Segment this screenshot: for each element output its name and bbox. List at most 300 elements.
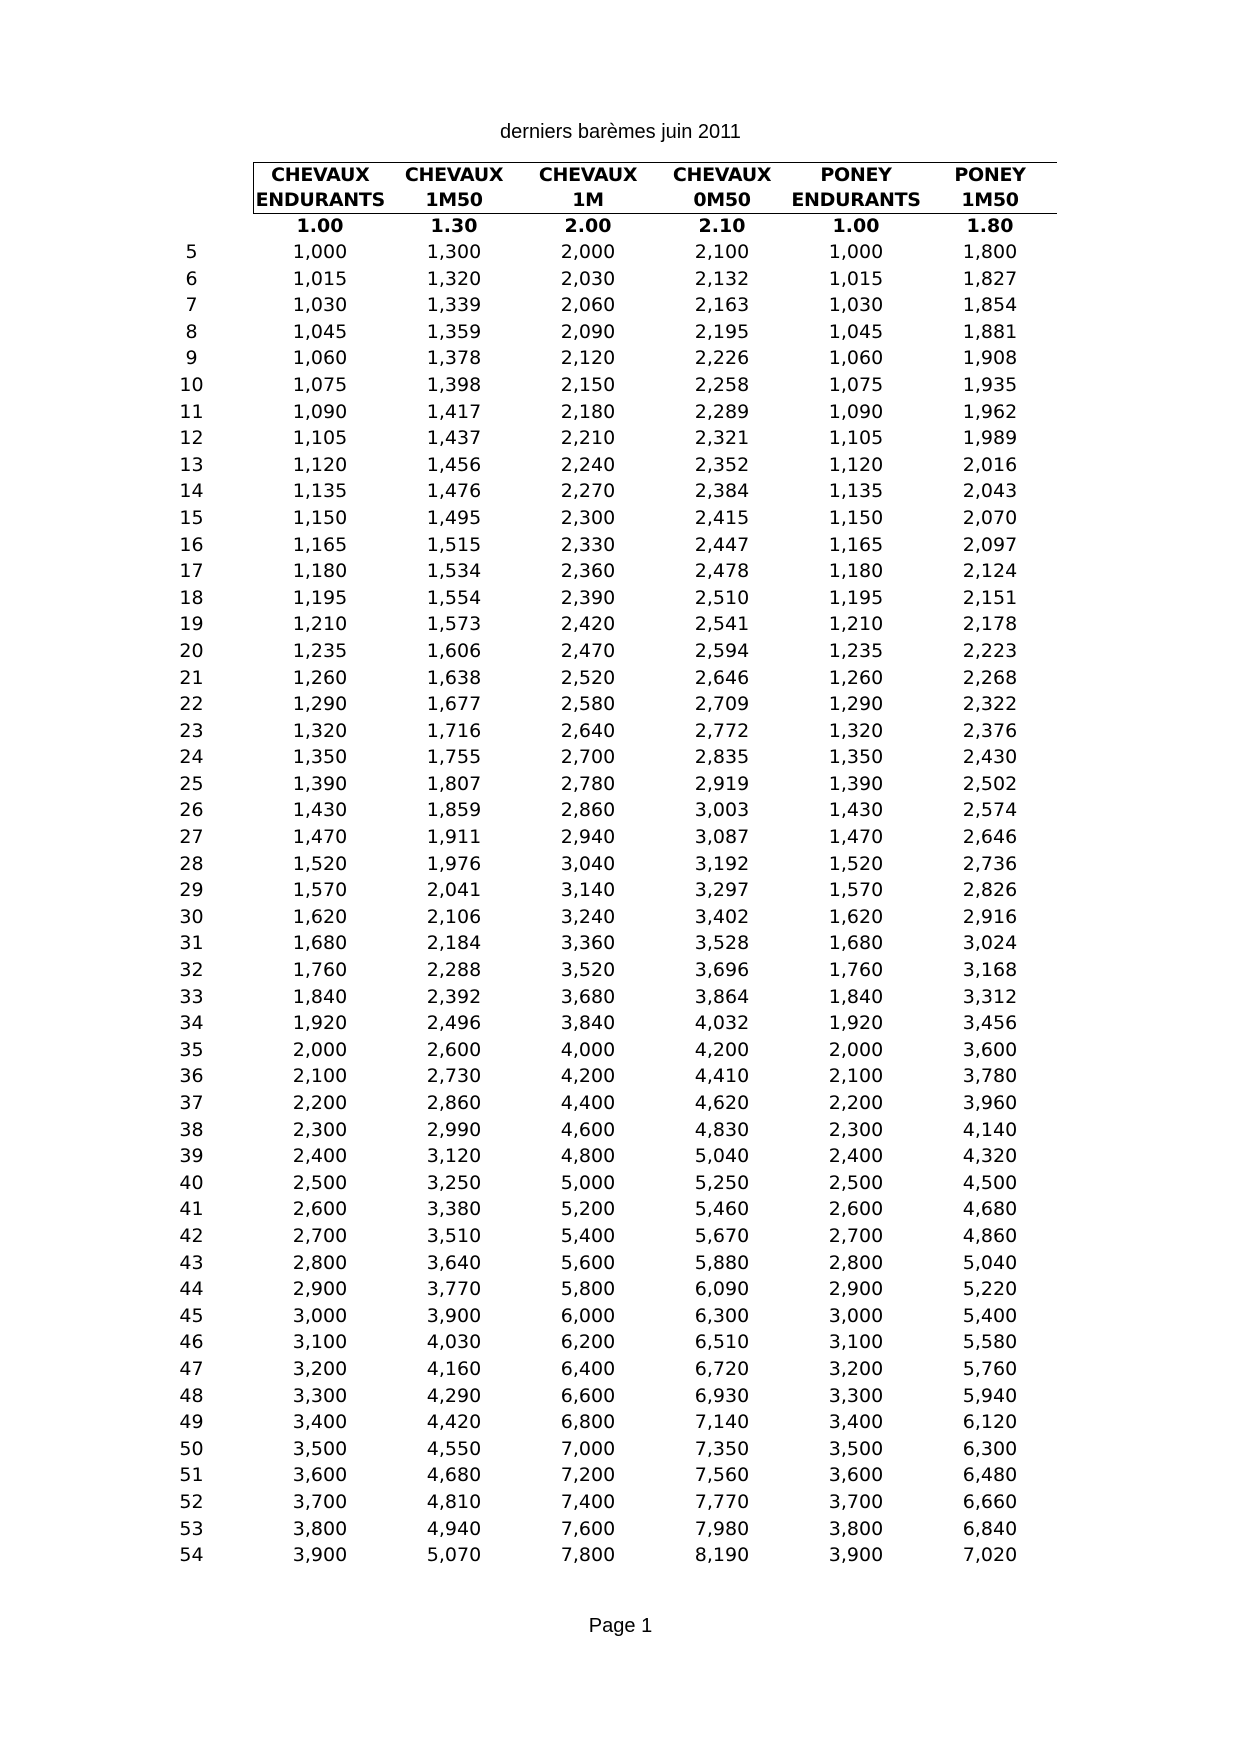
- table-row: [160, 1196, 1057, 1223]
- value-cell: 3,312: [962, 985, 1018, 1008]
- value-cell: 2,430: [962, 746, 1018, 769]
- value-cell: 2,541: [694, 613, 750, 636]
- value-cell: 6,000: [560, 1304, 616, 1327]
- value-cell: 3,192: [694, 852, 750, 875]
- value-cell: 1,881: [962, 320, 1018, 343]
- value-cell: 3,840: [560, 1012, 616, 1035]
- value-cell: 2,300: [292, 1118, 348, 1141]
- value-cell: 2,700: [560, 746, 616, 769]
- table-row: [160, 851, 1057, 878]
- row-number-cell: 37: [179, 1092, 204, 1114]
- value-cell: 2,496: [426, 1012, 482, 1035]
- row-number-cell: 17: [179, 560, 204, 583]
- table-row: [160, 797, 1057, 824]
- value-cell: 2,502: [962, 772, 1018, 795]
- table-row: [160, 319, 1057, 346]
- value-cell: 4,550: [426, 1437, 482, 1460]
- value-cell: 5,000: [560, 1171, 616, 1194]
- value-cell: 3,800: [828, 1517, 884, 1540]
- value-cell: 2,594: [694, 639, 750, 662]
- row-number-cell: 25: [179, 772, 204, 795]
- table-row: [160, 1250, 1057, 1277]
- value-cell: 3,100: [292, 1331, 348, 1354]
- value-cell: 2,289: [694, 400, 750, 423]
- value-cell: 5,580: [962, 1331, 1018, 1354]
- table-row: [160, 665, 1057, 692]
- value-cell: 3,297: [694, 879, 750, 902]
- value-cell: 1,195: [828, 586, 884, 609]
- value-cell: 7,770: [694, 1490, 750, 1513]
- value-cell: 3,100: [828, 1331, 884, 1354]
- value-cell: 5,880: [694, 1251, 750, 1274]
- value-cell: 1,180: [292, 560, 348, 583]
- value-cell: 3,000: [292, 1304, 348, 1327]
- value-cell: 1,378: [426, 347, 482, 370]
- value-cell: 4,200: [694, 1038, 750, 1061]
- value-cell: 1,045: [292, 320, 348, 343]
- value-cell: 1,716: [426, 719, 482, 742]
- table-row: [160, 824, 1057, 851]
- value-cell: 1,911: [426, 826, 482, 849]
- value-cell: 3,300: [292, 1384, 348, 1407]
- value-cell: 3,680: [560, 985, 616, 1008]
- value-cell: 2,200: [292, 1092, 348, 1114]
- table-row: [160, 904, 1057, 931]
- value-cell: 2,258: [694, 373, 750, 396]
- column-header-line1: CHEVAUX: [538, 164, 638, 186]
- value-cell: 2,447: [694, 533, 750, 556]
- row-number-cell: 19: [179, 613, 204, 636]
- value-cell: 6,300: [962, 1437, 1018, 1460]
- value-cell: 1,760: [292, 959, 348, 982]
- value-cell: 6,300: [694, 1304, 750, 1327]
- row-number-cell: 28: [179, 852, 204, 875]
- value-cell: 2,200: [828, 1092, 884, 1114]
- row-number-cell: 31: [179, 932, 204, 955]
- row-number-cell: 18: [179, 586, 204, 609]
- value-cell: 6,510: [694, 1331, 750, 1354]
- table-row: [160, 532, 1057, 559]
- row-number-cell: 44: [179, 1278, 204, 1301]
- table-row: [160, 1117, 1057, 1144]
- value-cell: 1,359: [426, 320, 482, 343]
- value-cell: 1,060: [828, 347, 884, 370]
- row-number-cell: 10: [179, 373, 204, 396]
- column-header-line2: 0M50: [693, 189, 751, 211]
- value-cell: 7,020: [962, 1544, 1018, 1567]
- table-row: [160, 1436, 1057, 1463]
- value-cell: 1,339: [426, 294, 482, 317]
- value-cell: 1,320: [828, 719, 884, 742]
- row-number-cell: 39: [179, 1145, 204, 1168]
- value-cell: 2,390: [560, 586, 616, 609]
- row-number-cell: 45: [179, 1304, 204, 1327]
- value-cell: 2,478: [694, 560, 750, 583]
- value-cell: 1,000: [828, 241, 884, 263]
- value-cell: 4,410: [694, 1065, 750, 1088]
- table-row: [160, 425, 1057, 452]
- value-cell: 2,097: [962, 533, 1018, 556]
- value-cell: 3,400: [292, 1411, 348, 1434]
- table-row: [160, 1516, 1057, 1543]
- value-cell: 4,320: [962, 1145, 1018, 1168]
- row-number-cell: 54: [179, 1544, 204, 1567]
- row-number-cell: 53: [179, 1517, 204, 1540]
- value-cell: 2,860: [426, 1092, 482, 1114]
- value-cell: 3,696: [694, 959, 750, 982]
- value-cell: 3,300: [828, 1384, 884, 1407]
- value-cell: 7,560: [694, 1464, 750, 1487]
- value-cell: 1,210: [828, 613, 884, 636]
- value-cell: 1,760: [828, 959, 884, 982]
- value-cell: 3,380: [426, 1198, 482, 1221]
- value-cell: 2,600: [828, 1198, 884, 1221]
- value-cell: 1,534: [426, 560, 482, 583]
- value-cell: 3,510: [426, 1224, 482, 1247]
- value-cell: 4,500: [962, 1171, 1018, 1194]
- column-header: [789, 163, 923, 214]
- row-number-cell: 27: [179, 826, 204, 849]
- table-row: [160, 1090, 1057, 1117]
- value-cell: 1,430: [828, 799, 884, 822]
- value-cell: 2,163: [694, 294, 750, 317]
- coefficient-cell: 1.30: [430, 215, 478, 237]
- table-row: [160, 771, 1057, 798]
- value-cell: 3,600: [962, 1038, 1018, 1061]
- value-cell: 1,495: [426, 506, 482, 529]
- value-cell: 3,500: [828, 1437, 884, 1460]
- value-cell: 2,210: [560, 427, 616, 450]
- row-number-cell: 16: [179, 533, 204, 556]
- row-number-cell: 43: [179, 1251, 204, 1274]
- row-number-cell: 15: [179, 506, 204, 529]
- table-row: [160, 1303, 1057, 1330]
- value-cell: 2,574: [962, 799, 1018, 822]
- value-cell: 2,041: [426, 879, 482, 902]
- value-cell: 4,680: [962, 1198, 1018, 1221]
- value-cell: 1,680: [292, 932, 348, 955]
- value-cell: 1,470: [828, 826, 884, 849]
- value-cell: 2,016: [962, 453, 1018, 476]
- value-cell: 2,288: [426, 959, 482, 982]
- row-number-cell: 30: [179, 905, 204, 928]
- value-cell: 3,600: [828, 1464, 884, 1487]
- value-cell: 7,980: [694, 1517, 750, 1540]
- value-cell: 3,240: [560, 905, 616, 928]
- value-cell: 1,827: [962, 267, 1018, 290]
- value-cell: 2,919: [694, 772, 750, 795]
- table-row: [160, 1010, 1057, 1037]
- row-number-cell: 36: [179, 1065, 204, 1088]
- value-cell: 2,100: [694, 241, 750, 263]
- value-cell: 3,024: [962, 932, 1018, 955]
- value-cell: 3,360: [560, 932, 616, 955]
- value-cell: 1,075: [292, 373, 348, 396]
- value-cell: 1,677: [426, 693, 482, 716]
- value-cell: 2,240: [560, 453, 616, 476]
- table-row: [160, 984, 1057, 1011]
- value-cell: 1,456: [426, 453, 482, 476]
- value-cell: 2,900: [828, 1278, 884, 1301]
- row-number-cell: 7: [185, 294, 198, 317]
- value-cell: 1,680: [828, 932, 884, 955]
- value-cell: 3,087: [694, 826, 750, 849]
- value-cell: 5,400: [962, 1304, 1018, 1327]
- value-cell: 2,000: [828, 1038, 884, 1061]
- value-cell: 1,105: [292, 427, 348, 450]
- value-cell: 2,195: [694, 320, 750, 343]
- value-cell: 1,105: [828, 427, 884, 450]
- coefficient-cell: 1.80: [966, 215, 1014, 237]
- table-row: [160, 691, 1057, 718]
- table-row: [160, 638, 1057, 665]
- value-cell: 3,003: [694, 799, 750, 822]
- table-row: [160, 478, 1057, 505]
- row-number-cell: 52: [179, 1490, 204, 1513]
- value-cell: 7,000: [560, 1437, 616, 1460]
- coefficient-cell: 1.00: [296, 215, 344, 237]
- value-cell: 2,700: [828, 1224, 884, 1247]
- value-cell: 1,195: [292, 586, 348, 609]
- value-cell: 2,709: [694, 693, 750, 716]
- value-cell: 2,180: [560, 400, 616, 423]
- value-cell: 3,864: [694, 985, 750, 1008]
- value-cell: 4,030: [426, 1331, 482, 1354]
- value-cell: 2,600: [426, 1038, 482, 1061]
- value-cell: 6,400: [560, 1357, 616, 1380]
- value-cell: 1,620: [828, 905, 884, 928]
- column-header-line2: 1M50: [425, 189, 483, 211]
- value-cell: 1,000: [292, 241, 348, 263]
- coefficient-cell: 2.00: [564, 215, 612, 237]
- value-cell: 2,520: [560, 666, 616, 689]
- table-row: [160, 1329, 1057, 1356]
- value-cell: 2,646: [694, 666, 750, 689]
- value-cell: 2,100: [828, 1065, 884, 1088]
- value-cell: 1,260: [292, 666, 348, 689]
- value-cell: 4,032: [694, 1012, 750, 1035]
- value-cell: 1,045: [828, 320, 884, 343]
- table-row: [160, 399, 1057, 426]
- value-cell: 1,570: [292, 879, 348, 902]
- value-cell: 2,500: [292, 1171, 348, 1194]
- table-row: [160, 505, 1057, 532]
- row-number-cell: 20: [179, 639, 204, 662]
- value-cell: 2,070: [962, 506, 1018, 529]
- value-cell: 1,920: [828, 1012, 884, 1035]
- value-cell: 1,075: [828, 373, 884, 396]
- value-cell: 3,500: [292, 1437, 348, 1460]
- table-row: [160, 744, 1057, 771]
- value-cell: 1,755: [426, 746, 482, 769]
- value-cell: 1,090: [828, 400, 884, 423]
- value-cell: 2,772: [694, 719, 750, 742]
- value-cell: 5,940: [962, 1384, 1018, 1407]
- column-header: [655, 163, 789, 214]
- value-cell: 2,780: [560, 772, 616, 795]
- value-cell: 1,030: [828, 294, 884, 317]
- value-cell: 2,270: [560, 480, 616, 503]
- table-row: [160, 558, 1057, 585]
- table-row: [160, 611, 1057, 638]
- value-cell: 2,151: [962, 586, 1018, 609]
- row-number-cell: 46: [179, 1331, 204, 1354]
- table-row: [160, 930, 1057, 957]
- coefficient-cell: 2.10: [698, 215, 746, 237]
- value-cell: 1,859: [426, 799, 482, 822]
- column-header-line2: ENDURANTS: [255, 189, 385, 211]
- table-row: [160, 1489, 1057, 1516]
- row-number-cell: 38: [179, 1118, 204, 1141]
- row-number-header: [160, 163, 253, 214]
- value-cell: 1,290: [828, 693, 884, 716]
- column-header-line1: CHEVAUX: [271, 164, 370, 186]
- row-number-cell: 40: [179, 1171, 204, 1194]
- column-header-line1: PONEY: [820, 164, 892, 186]
- row-number-cell: 22: [179, 693, 204, 716]
- value-cell: 3,140: [560, 879, 616, 902]
- value-cell: 7,800: [560, 1544, 616, 1567]
- value-cell: 2,600: [292, 1198, 348, 1221]
- value-cell: 4,290: [426, 1384, 482, 1407]
- value-cell: 5,800: [560, 1278, 616, 1301]
- value-cell: 5,250: [694, 1171, 750, 1194]
- column-header-line1: CHEVAUX: [404, 164, 504, 186]
- row-number-cell: 21: [179, 666, 204, 689]
- table-row: [160, 1037, 1057, 1064]
- value-cell: 3,000: [828, 1304, 884, 1327]
- value-cell: 3,200: [292, 1357, 348, 1380]
- value-cell: 1,290: [292, 693, 348, 716]
- value-cell: 1,800: [962, 241, 1018, 263]
- value-cell: 1,135: [292, 480, 348, 503]
- value-cell: 2,178: [962, 613, 1018, 636]
- value-cell: 2,510: [694, 586, 750, 609]
- row-number-cell: 48: [179, 1384, 204, 1407]
- value-cell: 6,930: [694, 1384, 750, 1407]
- row-number-cell: 24: [179, 746, 204, 769]
- value-cell: 6,720: [694, 1357, 750, 1380]
- value-cell: 4,140: [962, 1118, 1018, 1141]
- value-cell: 2,352: [694, 453, 750, 476]
- column-header: [387, 163, 521, 214]
- table-row: [160, 1276, 1057, 1303]
- value-cell: 6,660: [962, 1490, 1018, 1513]
- value-cell: 2,646: [962, 826, 1018, 849]
- table-row: [160, 452, 1057, 479]
- table-row: [160, 718, 1057, 745]
- value-cell: 1,854: [962, 294, 1018, 317]
- value-cell: 3,456: [962, 1012, 1018, 1035]
- column-header-line2: 1M: [572, 189, 604, 211]
- row-number-cell: 49: [179, 1411, 204, 1434]
- table-row: [160, 957, 1057, 984]
- value-cell: 1,300: [426, 241, 482, 263]
- value-cell: 1,520: [828, 852, 884, 875]
- value-cell: 1,235: [292, 639, 348, 662]
- table-row: [160, 1409, 1057, 1436]
- value-cell: 3,120: [426, 1145, 482, 1168]
- value-cell: 1,398: [426, 373, 482, 396]
- value-cell: 1,180: [828, 560, 884, 583]
- value-cell: 2,940: [560, 826, 616, 849]
- row-number-cell: 8: [185, 320, 198, 343]
- row-number-cell: 35: [179, 1038, 204, 1061]
- value-cell: 2,640: [560, 719, 616, 742]
- value-cell: 1,350: [828, 746, 884, 769]
- value-cell: 3,800: [292, 1517, 348, 1540]
- table-body: [160, 239, 1057, 1569]
- value-cell: 2,470: [560, 639, 616, 662]
- coefficient-row-label: [160, 214, 253, 240]
- value-cell: 1,120: [292, 453, 348, 476]
- value-cell: 1,120: [828, 453, 884, 476]
- value-cell: 2,330: [560, 533, 616, 556]
- value-cell: 1,935: [962, 373, 1018, 396]
- value-cell: 1,606: [426, 639, 482, 662]
- value-cell: 1,430: [292, 799, 348, 822]
- value-cell: 2,268: [962, 666, 1018, 689]
- value-cell: 6,200: [560, 1331, 616, 1354]
- row-number-cell: 5: [185, 241, 198, 263]
- value-cell: 2,800: [828, 1251, 884, 1274]
- value-cell: 1,470: [292, 826, 348, 849]
- row-number-cell: 29: [179, 879, 204, 902]
- value-cell: 6,840: [962, 1517, 1018, 1540]
- value-cell: 1,390: [828, 772, 884, 795]
- value-cell: 3,900: [426, 1304, 482, 1327]
- value-cell: 3,960: [962, 1092, 1018, 1114]
- value-cell: 1,638: [426, 666, 482, 689]
- value-cell: 2,322: [962, 693, 1018, 716]
- value-cell: 2,106: [426, 905, 482, 928]
- row-number-cell: 26: [179, 799, 204, 822]
- table-row: [160, 266, 1057, 293]
- row-number-cell: 13: [179, 453, 204, 476]
- value-cell: 1,807: [426, 772, 482, 795]
- value-cell: 5,600: [560, 1251, 616, 1274]
- value-cell: 1,515: [426, 533, 482, 556]
- value-cell: 3,168: [962, 959, 1018, 982]
- value-cell: 3,780: [962, 1065, 1018, 1088]
- value-cell: 2,916: [962, 905, 1018, 928]
- page-footer: Page 1: [588, 1615, 653, 1637]
- value-cell: 5,200: [560, 1198, 616, 1221]
- value-cell: 4,800: [560, 1145, 616, 1168]
- value-cell: 2,860: [560, 799, 616, 822]
- value-cell: 3,900: [292, 1544, 348, 1567]
- value-cell: 2,132: [694, 267, 750, 290]
- value-cell: 5,760: [962, 1357, 1018, 1380]
- value-cell: 2,384: [694, 480, 750, 503]
- value-cell: 2,400: [828, 1145, 884, 1168]
- value-cell: 2,700: [292, 1224, 348, 1247]
- value-cell: 1,030: [292, 294, 348, 317]
- value-cell: 6,800: [560, 1411, 616, 1434]
- value-cell: 6,120: [962, 1411, 1018, 1434]
- value-cell: 2,321: [694, 427, 750, 450]
- value-cell: 3,402: [694, 905, 750, 928]
- value-cell: 3,700: [292, 1490, 348, 1513]
- value-cell: 2,060: [560, 294, 616, 317]
- value-cell: 1,554: [426, 586, 482, 609]
- value-cell: 2,826: [962, 879, 1018, 902]
- value-cell: 1,570: [828, 879, 884, 902]
- row-number-cell: 9: [185, 347, 198, 370]
- row-number-cell: 50: [179, 1437, 204, 1460]
- value-cell: 6,600: [560, 1384, 616, 1407]
- value-cell: 5,400: [560, 1224, 616, 1247]
